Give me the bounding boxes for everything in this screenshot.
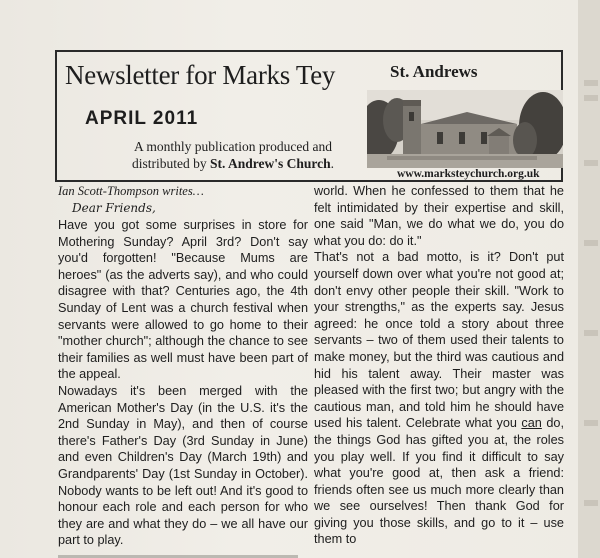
right-column <box>314 183 564 548</box>
newsletter-title: Newsletter for Marks Tey <box>65 60 336 90</box>
issue-date: APRIL 2011 <box>85 108 199 129</box>
church-name: St. Andrews <box>390 62 478 81</box>
masthead-box <box>55 50 563 182</box>
right-paragraph-1: world. When he confessed to them that he felt intimidated by their expertise and skill, one said "Man, we do what we do, you do what you do: do it." <box>314 184 564 248</box>
emphasis-can: can <box>521 416 542 431</box>
tagline-line2-prefix: distributed by <box>131 156 207 171</box>
tagline-line2-suffix: . <box>330 156 335 171</box>
tagline-line1: A monthly publication produced and <box>134 139 332 154</box>
church-photo <box>367 90 563 168</box>
left-column <box>58 183 308 549</box>
byline: Ian Scott-Thompson writes… <box>58 184 204 198</box>
tagline-church: St. Andrew's Church <box>209 156 331 171</box>
left-paragraph-2: Nowadays it's been merged with the American Mother's Day (in the U.S. it's the 2nd Sunday in May), and then of course there's Father's Day (3rd Sunday in June) and even Children's Day (March 19th) and Grandparents' Day (1st Sunday in October). Nobody wants to be left out! And it's good to honour each role and each person for who they are and what they do – we all have our part to play. <box>58 383 308 548</box>
right-paragraph-2-b: do, the things God has gifted you at, the roles you play well. If you find it difficult to say what you're good at, then ask a friend: friends often see us much more clearly than we see ourselves! Then thank God for giving you those skills, and go to it – use them to <box>314 416 564 547</box>
right-paragraph-2 <box>314 249 564 548</box>
website-url: www.marksteychurch.org.uk <box>397 168 540 180</box>
left-paragraph-1: Have you got some surprises in store for Mothering Sunday? April 3rd? Don't say you'd forgotten! "Because Mums are heroes" (as the adverts say), and who could disagree with that? Centuries ago, the 4th Sunday of Lent was a church festival when servants were allowed to go home to their "mother church"; although the chance to see their families as well must have been part of the appeal. <box>58 218 308 382</box>
cut-off-text-line <box>58 550 308 558</box>
tagline <box>113 138 353 172</box>
right-paragraph-2-a: That's not a bad motto, is it? Don't put yourself down over what you're not good at; don't envy other people their skill. "Work to your strengths," as the experts say. Jesus agreed: he once told a story about three servants – two of them used their talents to make money, but the third was cautious and hid his talent away. Their master was pleased with the first two; but angry with the cautious man, and told him he should have used his talent. Celebrate what you <box>314 250 564 431</box>
adjacent-page-edge <box>578 0 600 558</box>
salutation: Dear Friends, <box>72 201 156 215</box>
